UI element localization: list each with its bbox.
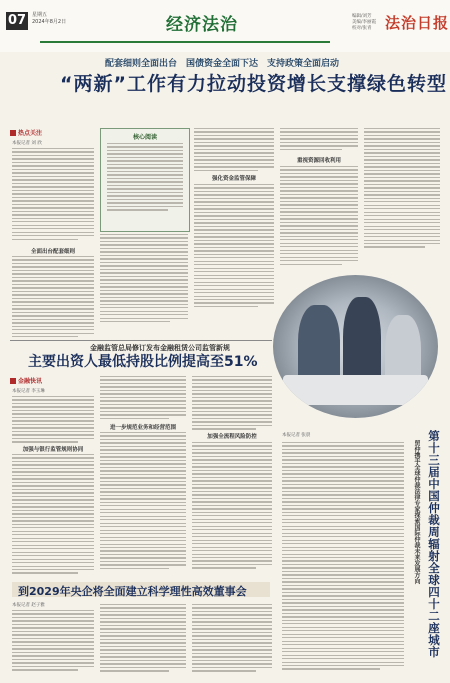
proofreader: 校对/张青 <box>352 26 372 31</box>
story4-col1 <box>282 442 404 672</box>
story2-subhead-3: 加强全流程风险防控 <box>207 434 257 440</box>
editor: 编辑/刘芳 <box>352 14 372 19</box>
story2-col3b <box>192 442 272 571</box>
issue-date: 2024年8月2日 <box>32 19 67 25</box>
story2-col1b <box>12 454 94 576</box>
story3-col2 <box>100 604 186 674</box>
story2-byline: 本报记者 李玉琳 <box>12 389 45 394</box>
story2-col2 <box>100 376 186 421</box>
story3-col1 <box>12 610 94 673</box>
story3-headline: 到2029年央企将全面建立科学理性高效董事会 <box>18 585 247 598</box>
newspaper-logo: 法治日报 <box>385 14 450 32</box>
story1-byline: 本报记者 刘 欣 <box>12 141 42 146</box>
story4-vertical-headline <box>410 430 446 675</box>
story1-col4 <box>280 128 358 152</box>
story1-headline: “两新”工作有力拉动投资增长支撑绿色转型 <box>60 73 447 95</box>
story2-kicker: 金融监管总局修订发布金融租赁公司监管新规 <box>90 344 230 352</box>
story1-tag: 热点关注 <box>10 128 42 137</box>
story1-col3b <box>194 184 274 309</box>
designer: 美编/李丽霞 <box>352 20 377 25</box>
story2-subhead-2: 进一步规范业务和经营范围 <box>109 425 176 431</box>
story2-col2b <box>100 432 186 571</box>
story2-col1 <box>12 396 94 445</box>
story1-kicker: 配套细则全面出台 国债资金全面下达 支持政策全面启动 <box>105 59 340 69</box>
core-reading-text <box>107 143 183 213</box>
core-reading-box <box>100 128 190 232</box>
story1-subhead-2: 强化资金监管保障 <box>211 176 256 182</box>
story1-col1 <box>12 148 94 242</box>
story2-headline: 主要出资人最低持股比例提高至51% <box>28 354 258 370</box>
weekday: 星期五 <box>32 12 48 18</box>
news-photo-inspection <box>273 275 438 418</box>
story-divider-1 <box>10 340 272 341</box>
story1-col4b <box>280 166 358 267</box>
masthead <box>0 0 450 52</box>
story1-subhead-3: 重视资源回收利用 <box>296 158 341 164</box>
section-title: 经济法治 <box>166 15 238 35</box>
story2-col3 <box>192 376 272 432</box>
masthead-rule <box>40 41 330 43</box>
story2-subhead-1: 加强与银行监管规则协同 <box>22 447 84 453</box>
story1-col2 <box>100 234 188 325</box>
story2-tag: 金融快讯 <box>10 376 42 385</box>
story1-col5 <box>364 128 440 250</box>
story1-col3 <box>194 128 274 173</box>
story3-col3 <box>192 604 272 674</box>
story4-headline: 第十三届中国仲裁周辐射全球四十二座城市 <box>427 430 441 658</box>
story3-byline: 本报记者 赵子雅 <box>12 603 45 608</box>
story1-col1b <box>12 256 94 340</box>
story4-byline: 本报记者 张晨 <box>282 433 311 438</box>
page-meta <box>32 12 66 26</box>
story1-subhead-1: 全面出台配套细则 <box>30 249 75 255</box>
editor-credits <box>352 14 376 32</box>
page-number: 07 <box>7 13 27 28</box>
core-reading-title: 核心阅读 <box>132 134 157 141</box>
photo-counter <box>283 375 428 405</box>
story4-kicker: 贸仲携手全球仲裁法律专家探索国际仲裁未来发展方向 <box>413 440 420 584</box>
